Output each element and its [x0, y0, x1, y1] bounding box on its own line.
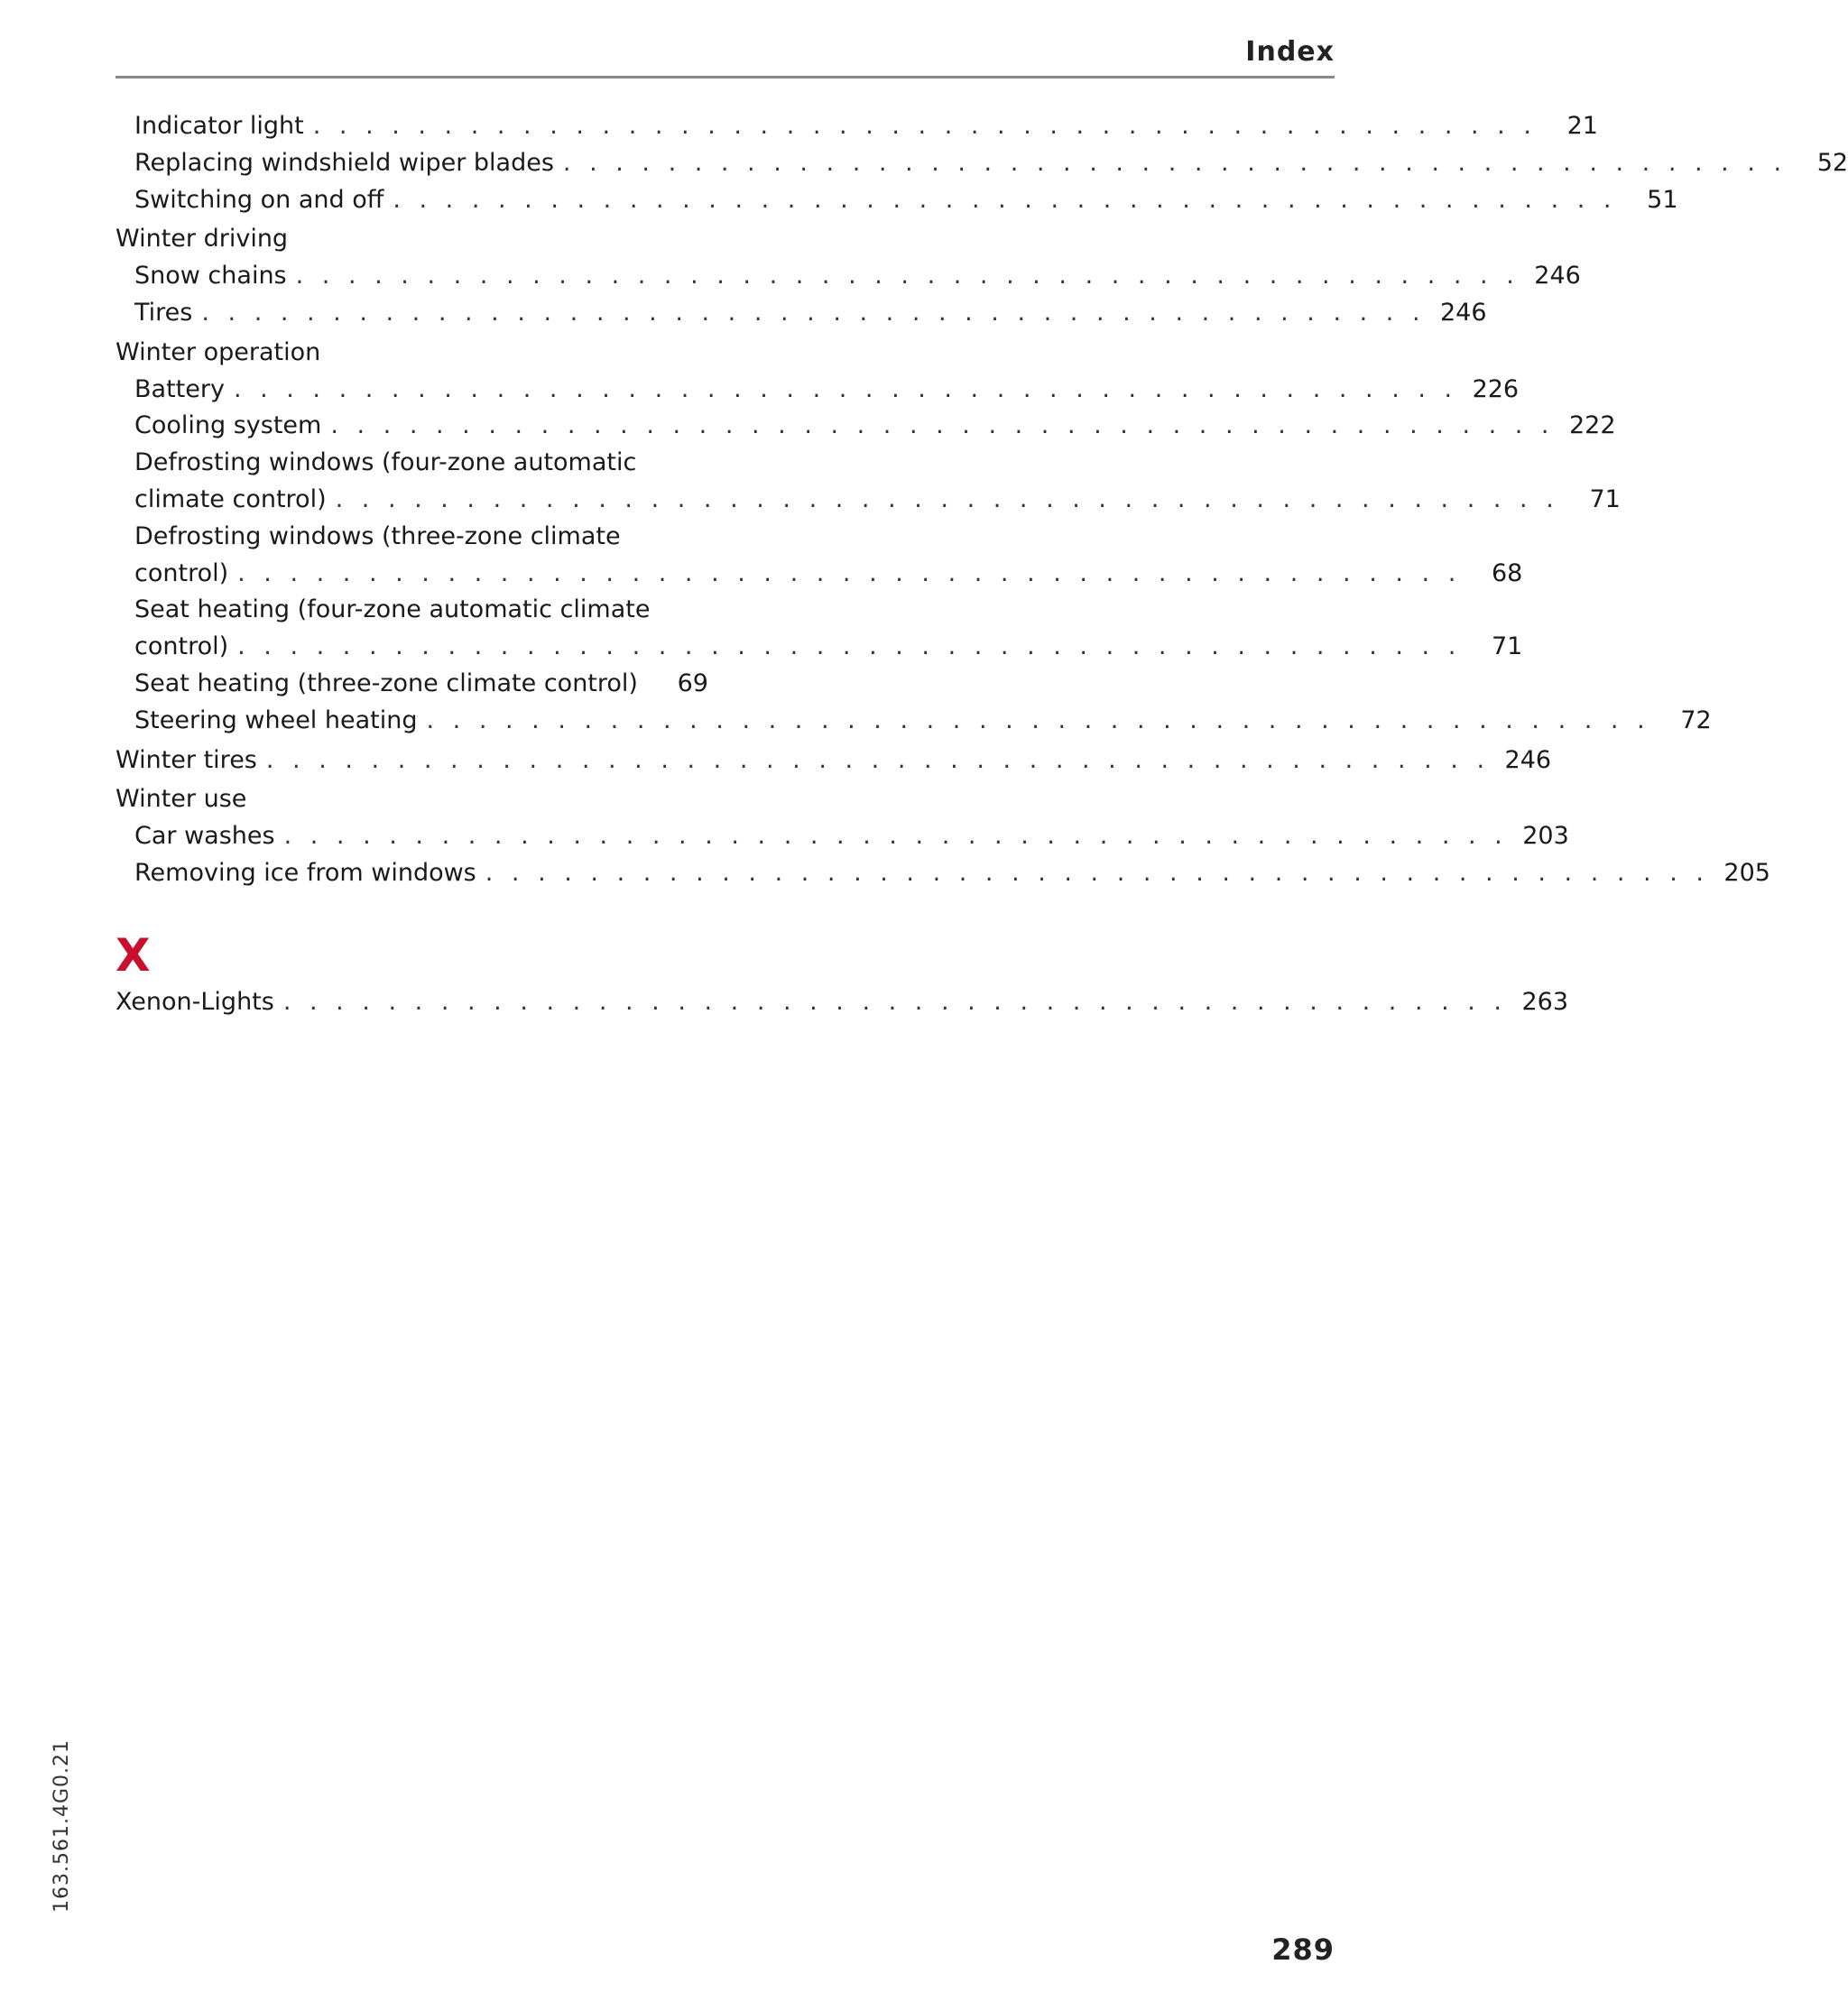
dot-leader: . . . . . . . . . . . . . . . . . . . . . . . . . . . . . . . . . . . . . . . . . . . . . . .: [330, 411, 1555, 440]
index-entry[interactable]: [116, 182, 1678, 219]
entry-text: Car washes: [134, 822, 275, 851]
index-entry[interactable]: [116, 666, 708, 703]
entry-text: Seat heating (three-zone climate control): [134, 669, 638, 697]
entry-page: 69: [677, 669, 708, 697]
index-entry[interactable]: [116, 295, 1487, 332]
dot-leader: . . . . . . . . . . . . . . . . . . . . . . . . . . . . . . . . . . . . . . . . . . . . . . .: [265, 745, 1491, 774]
dot-leader: . . . . . . . . . . . . . . . . . . . . . . . . . . . . . . . . . . . . . . . . . . . . . . .: [335, 484, 1559, 513]
index-entry[interactable]: [116, 855, 1770, 892]
index-entry[interactable]: [116, 408, 1616, 445]
dot-leader: . . . . . . . . . . . . . . . . . . . . . . . . . . . . . . . . . . . . . . . . . . . . . . .: [283, 822, 1508, 851]
dot-leader: . . . . . . . . . . . . . . . . . . . . . . . . . . . . . . . . . . . . . . . . . . . . . . .: [201, 298, 1426, 327]
entry-page: 72: [1680, 706, 1712, 734]
entry-page: 263: [1521, 987, 1569, 1016]
index-entry[interactable]: [116, 108, 1598, 145]
entry-text-line: Defrosting windows (three-zone climate: [134, 521, 621, 550]
dot-leader: . . . . . . . . . . . . . . . . . . . . . . . . . . . . . . . . . . . . . . . . . . . . . . .: [282, 987, 1508, 1016]
entry-page: 246: [1504, 745, 1552, 774]
index-heading: Winter operation: [116, 337, 321, 366]
dot-leader: . . . . . . . . . . . . . . . . . . . . . . . . . . . . . . . . . . . . . . . . . . . . . . .: [562, 148, 1788, 177]
dot-leader: . . . . . . . . . . . . . . . . . . . . . . . . . . . . . . . . . . . . . . . . . . . . . . .: [237, 558, 1462, 587]
index-entry[interactable]: [116, 482, 1621, 519]
entry-text: Xenon-Lights: [116, 987, 274, 1016]
index-entry[interactable]: [116, 629, 1523, 666]
page-number: 289: [1271, 1932, 1335, 1967]
entry-page: 71: [1589, 484, 1621, 513]
page-header-title: Index: [1245, 36, 1335, 68]
index-entry[interactable]: [116, 556, 1523, 593]
entry-text: Tires: [134, 298, 193, 327]
entry-page: 246: [1534, 262, 1581, 290]
index-entry[interactable]: [116, 258, 1581, 295]
entry-text: Winter tires: [116, 745, 257, 774]
entry-text-line: Defrosting windows (four-zone automatic: [134, 448, 637, 477]
entry-text: Steering wheel heating: [134, 706, 418, 734]
dot-leader: . . . . . . . . . . . . . . . . . . . . . . . . . . . . . . . . . . . . . . . . . . . . . . .: [393, 185, 1617, 214]
entry-text-line: Seat heating (four-zone automatic climate: [134, 595, 651, 624]
index-entry[interactable]: [116, 703, 1712, 740]
index-entry[interactable]: [116, 145, 1848, 182]
entry-text: control): [134, 632, 229, 661]
entry-text: Removing ice from windows: [134, 858, 476, 887]
dot-leader: . . . . . . . . . . . . . . . . . . . . . . . . . . . . . . . . . . . . . . . . . . . . . . .: [295, 262, 1520, 290]
dot-leader: . . . . . . . . . . . . . . . . . . . . . . . . . . . . . . . . . . . . . . . . . . . . . . .: [233, 374, 1458, 403]
section-letter-x: X: [116, 928, 151, 982]
entry-text: Snow chains: [134, 262, 287, 290]
index-heading: Winter use: [116, 785, 247, 814]
entry-text: Battery: [134, 374, 225, 403]
entry-text: control): [134, 558, 229, 587]
document-code: 163.561.4G0.21: [51, 1739, 73, 1913]
entry-page: 52: [1816, 148, 1848, 177]
index-entry[interactable]: [116, 372, 1520, 409]
entry-page: 51: [1647, 185, 1678, 214]
index-heading: Winter driving: [116, 225, 289, 254]
entry-text: climate control): [134, 484, 327, 513]
entry-page: 203: [1522, 822, 1569, 851]
dot-leader: . . . . . . . . . . . . . . . . . . . . . . . . . . . . . . . . . . . . . . . . . . . . . . .: [312, 112, 1537, 140]
entry-text: Cooling system: [134, 411, 322, 440]
index-column: [116, 108, 1848, 1021]
index-entry[interactable]: [116, 742, 1552, 779]
entry-page: 68: [1491, 558, 1523, 587]
entry-text: Switching on and off: [134, 185, 384, 214]
entry-page: 222: [1568, 411, 1616, 440]
header-divider: [116, 76, 1335, 78]
index-entry[interactable]: [116, 818, 1569, 855]
dot-leader: . . . . . . . . . . . . . . . . . . . . . . . . . . . . . . . . . . . . . . . . . . . . . . .: [426, 706, 1650, 734]
entry-page: 71: [1491, 632, 1523, 661]
entry-page: 205: [1723, 858, 1770, 887]
entry-page: 246: [1440, 298, 1487, 327]
dot-leader: . . . . . . . . . . . . . . . . . . . . . . . . . . . . . . . . . . . . . . . . . . . . . . .: [485, 858, 1709, 887]
entry-text: Indicator light: [134, 112, 304, 140]
entry-page: 21: [1566, 112, 1598, 140]
dot-leader: . . . . . . . . . . . . . . . . . . . . . . . . . . . . . . . . . . . . . . . . . . . . . . .: [237, 632, 1462, 661]
entry-text: Replacing windshield wiper blades: [134, 148, 554, 177]
entry-page: 226: [1472, 374, 1520, 403]
index-entry[interactable]: [116, 984, 1569, 1021]
